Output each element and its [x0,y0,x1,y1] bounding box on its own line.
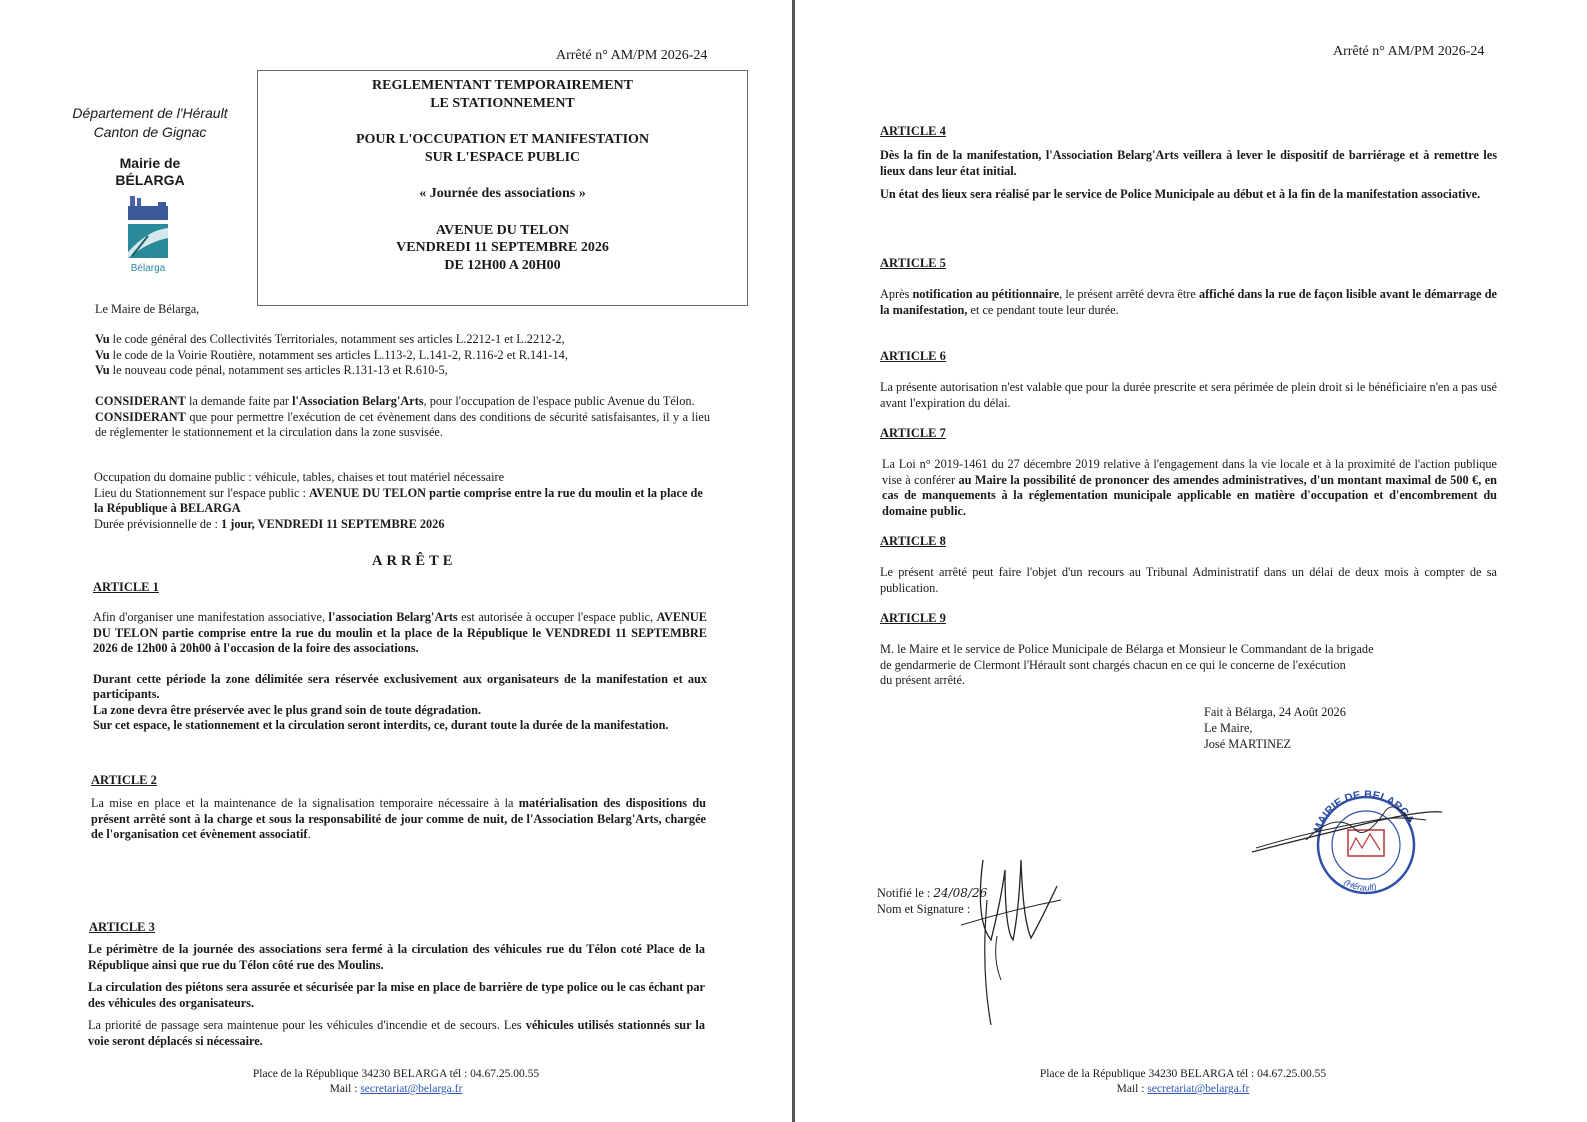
article4-title: ARTICLE 4 [880,124,946,138]
vu-item: Vu le code de la Voirie Routière, notamment ses articles L.113-2, L.141-2, R.116-2 et R.141-14, [95,347,568,362]
arrete-heading: ARRÊTE [372,553,457,569]
considerant-2: CONSIDERANT que pour permettre l'exécution de cet évènement dans des conditions de sécurité satisfaisantes, il y a lieu de réglementer le stationnement et la circulation dans la zone susvisée. [95,409,710,439]
article1-p4: Sur cet espace, le stationnement et la circulation seront interdits, ce, durant toute la durée de la manifestation. [93,718,669,732]
mairie-line2: BÉLARGA [115,172,185,188]
mairie-header [85,155,215,189]
article1-p2: Durant cette période la zone délimitée sera réservée exclusivement aux organisateurs de la manifestation et aux participants. [93,671,707,701]
notifie-date: 24/08/26 [933,886,988,900]
right-footer: Place de la République 34230 BELARGA tél : 04.67.25.00.55 Mail : secretariat@belarga.fr [987,1067,1379,1097]
left-page [0,0,792,1122]
belarga-logo [118,194,178,276]
article4-body [880,148,1497,203]
occupation-block [94,470,714,532]
occupation-text: Occupation du domaine public : véhicule, tables, chaises et tout matériel nécessaire [94,470,505,484]
article5-title: ARTICLE 5 [880,256,946,270]
article3-body [88,942,705,1049]
stamp-icon [1246,790,1446,900]
intro-text: Le Maire de Bélarga, [95,302,200,316]
article6-title: ARTICLE 6 [880,349,946,363]
left-footer: Place de la République 34230 BELARGA tél : 04.67.25.00.55 Mail : secretariat@belarga.fr [200,1067,592,1097]
page-divider [792,0,795,1122]
nom-signature-label: Nom et Signature : [877,902,971,916]
article1-p3: La zone devra être préservée avec le plus grand soin de toute dégradation. [93,702,482,717]
vu-list [95,332,715,379]
fait-a: Fait à Bélarga, 24 Août 2026 [1204,705,1346,719]
title-line3: POUR L'OCCUPATION ET MANIFESTATION [355,132,650,147]
handwritten-signature [961,840,1071,1035]
lieu-text: Lieu du Stationnement sur l'espace public : AVENUE DU TELON partie comprise entre la rue du moulin et la place de la République à BELARGA [94,485,703,515]
title-line1: REGLEMENTANT TEMPORAIREMENT [372,78,633,93]
title-line8: DE 12H00 A 20H00 [444,257,561,273]
article3-title: ARTICLE 3 [89,920,155,934]
department-header [60,104,240,142]
article2-body: La mise en place et la maintenance de la signalisation temporaire nécessaire à la matérialisation des dispositions du présent arrêté sont à la charge et sous la responsabilité de jour comme de nuit, de l'Association Belarg'Arts, chargée de l'organisation cet évènement associatif. [91,796,706,841]
article6-body: La présente autorisation n'est valable que pour la durée prescrite et sera périmée de plein droit si le bénéficiaire n'en a pas usé avant l'expiration du délai. [880,380,1497,410]
title-line2: LE STATIONNEMENT [430,95,575,111]
notifie-label: Notifié le : [877,886,931,900]
considerant-1: CONSIDERANT la demande faite par l'Association Belarg'Arts, pour l'occupation de l'espace public Avenue du Télon. [95,394,695,408]
signatory-name: José MARTINEZ [1204,737,1292,751]
article3-p3: La priorité de passage sera maintenue pour les véhicules d'incendie et de secours. Les véhicules utilisés stationnés sur la voie seront déplacés si nécessaire. [88,1018,705,1048]
article4-p2: Un état des lieux sera réalisé par le service de Police Municipale au début et à la fin de la manifestation associative. [880,187,1481,201]
logo-caption: Bélarga [130,263,166,274]
article1-title: ARTICLE 1 [93,580,159,594]
article1-p1: Afin d'organiser une manifestation associative, l'association Belarg'Arts est autorisée à occuper l'espace public, AVENUE DU TELON partie comprise entre la rue du moulin et la place de la République le VENDREDI 11 SEPTEMBRE 2026 de 12h00 à 20h00 à l'occasion de la foire des associations. [93,610,708,655]
department-name: Département de l'Hérault [72,105,228,121]
vu-item: Vu le code général des Collectivités Territoriales, notamment ses articles L.2212-1 et L.2212-2, [95,332,565,346]
article2-title: ARTICLE 2 [91,773,157,787]
title-line7: VENDREDI 11 SEPTEMBRE 2026 [396,240,609,255]
article1-body [93,610,707,734]
belarga-logo-icon [118,194,178,276]
signatory-role: Le Maire, [1204,721,1253,735]
mairie-line1: Mairie de [119,155,181,171]
article7-body: La Loi n° 2019-1461 du 27 décembre 2019 relative à l'engagement dans la vie locale et à la proximité de l'action publique vise à conférer au Maire la possibilité de prononcer des amendes administratives, d'un montant maximal de 500 €, en cas de manquements à la réglementation municipale applicable en matière d'occupation et d'encombrement du domaine public. [882,457,1497,518]
article3-p1: Le périmètre de la journée des associations sera fermé à la circulation des véhicules rue du Télon coté Place de la République ainsi que rue du Télon côté rue des Moulins. [88,942,705,972]
article9-body: M. le Maire et le service de Police Municipale de Bélarga et Monsieur le Commandant de la brigade de gendarmerie de Clermont l'Hérault sont chargés chacun en ce qui le concerne de l'exécution du présent arrêté. [880,642,1374,687]
title-line6: AVENUE DU TELON [435,222,570,238]
title-line5: « Journée des associations » [419,186,586,201]
duree-text: Durée prévisionnelle de : 1 jour, VENDREDI 11 SEPTEMBRE 2026 [94,516,445,531]
svg-text:(Hérault): (Hérault) [1342,876,1378,893]
title-line4: SUR L'ESPACE PUBLIC [424,149,581,165]
svg-text:MAIRIE DE BELARGA: MAIRIE DE BELARGA [1311,790,1417,835]
footer-mail-link[interactable]: secretariat@belarga.fr [360,1083,463,1095]
footer-mail-link[interactable]: secretariat@belarga.fr [1147,1083,1250,1095]
article5-body: Après notification au pétitionnaire, le présent arrêté devra être affiché dans la rue de façon lisible avant le démarrage de la manifestation, et ce pendant toute leur durée. [880,287,1497,317]
article7-title: ARTICLE 7 [880,426,946,440]
article4-p1: Dès la fin de la manifestation, l'Association Belarg'Arts veillera à lever le dispositif de barriérage et à remettre les lieux dans leur état initial. [880,148,1497,178]
footer-address: Place de la République 34230 BELARGA tél : 04.67.25.00.55 [252,1068,540,1080]
vu-item: Vu le nouveau code pénal, notamment ses articles R.131-13 et R.610-5, [95,363,448,377]
mairie-stamp [1246,790,1446,900]
signature-block [1204,704,1346,752]
title-box [257,70,748,306]
considerant-block [95,394,710,441]
footer-address: Place de la République 34230 BELARGA tél : 04.67.25.00.55 [1039,1068,1327,1080]
article3-p2: La circulation des piétons sera assurée et sécurisée par la mise en place de barrière de type police ou le cas échant par des véhicules des organisateurs. [88,980,705,1010]
article8-title: ARTICLE 8 [880,534,946,548]
article8-body: Le présent arrêté peut faire l'objet d'un recours au Tribunal Administratif dans un délai de deux mois à compter de sa publication. [880,565,1497,595]
article9-title: ARTICLE 9 [880,611,946,625]
arrete-reference: Arrêté n° AM/PM 2026-24 [556,48,708,63]
right-page [796,0,1587,1122]
handwritten-signature-icon [961,840,1071,1035]
canton-name: Canton de Gignac [93,124,207,140]
arrete-reference: Arrêté n° AM/PM 2026-24 [1333,44,1485,59]
